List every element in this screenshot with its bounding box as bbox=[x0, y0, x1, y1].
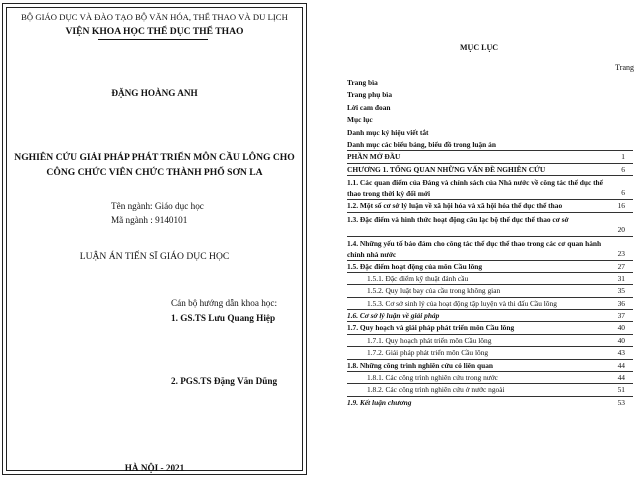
toc-row-label: 1.5. Đặc điểm hoạt động của môn Cầu lông bbox=[347, 261, 483, 271]
toc-row-label: PHẦN MỞ ĐẦU bbox=[347, 152, 401, 162]
toc-row-label: 1.5.3. Cơ sở sinh lý của hoạt động tập luyện và thi đấu Cầu lông bbox=[367, 298, 557, 308]
cover-border-frame bbox=[6, 7, 303, 471]
advisor-1: 1. GS.TS Lưu Quang Hiệp bbox=[171, 313, 276, 323]
toc-row-label: Trang phụ bìa bbox=[347, 90, 393, 100]
institute-underline bbox=[98, 39, 208, 40]
toc-list bbox=[347, 77, 633, 409]
toc-row-page: 27 bbox=[617, 261, 625, 271]
toc-row bbox=[347, 127, 633, 139]
toc-row-page: 35 bbox=[617, 286, 625, 296]
toc-row-page: 51 bbox=[617, 385, 625, 395]
toc-row bbox=[347, 285, 633, 297]
toc-row bbox=[347, 273, 633, 285]
toc-row-label: 1.7.2. Giải pháp phát triển môn Cầu lông bbox=[367, 348, 489, 358]
page-column-header: Trang bbox=[615, 63, 634, 72]
toc-row-page: 20 bbox=[617, 224, 625, 234]
toc-title: MỤC LỤC bbox=[460, 43, 498, 52]
advisor-label: Cán bộ hướng dẫn khoa học: bbox=[171, 298, 278, 308]
toc-row bbox=[347, 298, 633, 310]
toc-row-label: Mục lục bbox=[347, 115, 373, 125]
toc-row-label: 1.4. Những yếu tố bảo đảm cho công tác thể dục thể thao trong các cơ quan hành chính nhà nước bbox=[347, 238, 602, 259]
toc-row bbox=[347, 322, 633, 334]
toc-row-label: Trang bìa bbox=[347, 78, 378, 87]
thesis-cover-page bbox=[2, 3, 307, 475]
toc-row bbox=[347, 176, 633, 200]
toc-row bbox=[347, 237, 633, 261]
toc-row-page: 37 bbox=[617, 311, 625, 321]
toc-row bbox=[347, 77, 633, 89]
toc-row-label: Danh mục ký hiệu viết tắt bbox=[347, 127, 429, 137]
place-year: HÀ NỘI - 2021 bbox=[124, 463, 185, 473]
thesis-title-line-1: NGHIÊN CỨU GIẢI PHÁP PHÁT TRIỂN MÔN CẦU LÔNG CHO bbox=[14, 152, 295, 163]
toc-row bbox=[347, 360, 633, 372]
toc-row-page: 40 bbox=[617, 323, 625, 333]
degree-title: LUẬN ÁN TIẾN SĨ GIÁO DỤC HỌC bbox=[79, 251, 230, 262]
toc-row bbox=[347, 200, 633, 212]
toc-row bbox=[347, 310, 633, 322]
toc-row-label: 1.7.1. Quy hoạch phát triển môn Cầu lông bbox=[367, 335, 492, 345]
toc-row-label: 1.8.2. Các công trình nghiên cứu ở nước ngoài bbox=[367, 385, 505, 395]
toc-row bbox=[347, 139, 633, 151]
toc-row-label: 1.7. Quy hoạch và giải pháp phát triển môn Cầu lông bbox=[347, 323, 515, 333]
toc-row-page: 44 bbox=[617, 360, 625, 370]
toc-row-page: 40 bbox=[617, 335, 625, 345]
toc-row-label: 1.5.1. Đặc điểm kỹ thuật đánh cầu bbox=[367, 273, 469, 283]
toc-row-page: 6 bbox=[621, 188, 625, 198]
table-of-contents-page bbox=[320, 5, 638, 475]
toc-row-label: 1.2. Một số cơ sở lý luận về xã hội hóa và xã hội hóa thể dục thể thao bbox=[347, 201, 563, 211]
toc-row-label: 1.3. Đặc điểm và hình thức hoạt động câu lạc bộ thể dục thể thao cơ sở bbox=[347, 214, 569, 224]
toc-row bbox=[347, 102, 633, 114]
institute-name: VIỆN KHOA HỌC THỂ DỤC THỂ THAO bbox=[65, 26, 244, 37]
toc-row-label: 1.1. Các quan điểm của Đảng và chính sách của Nhà nước về công tác thể dục thể thao trong thời kỳ đổi mới bbox=[347, 178, 603, 199]
toc-row-page: 23 bbox=[617, 248, 625, 258]
author-name: ĐẶNG HOÀNG ANH bbox=[111, 88, 198, 98]
toc-row bbox=[347, 164, 633, 176]
toc-row bbox=[347, 397, 633, 409]
toc-row-label: Lời cam đoan bbox=[347, 102, 391, 112]
toc-row-page: 16 bbox=[617, 201, 625, 211]
toc-row-label: CHƯƠNG 1. TỔNG QUAN NHỮNG VẤN ĐỀ NGHIÊN CỨU bbox=[347, 164, 546, 174]
toc-row-label: 1.9. Kết luận chương bbox=[347, 397, 412, 407]
toc-row-label: 1.8. Những công trình nghiên cứu có liên quan bbox=[347, 360, 494, 370]
toc-row-page: 31 bbox=[617, 273, 625, 283]
thesis-title-line-2: CÔNG CHỨC VIÊN CHỨC THÀNH PHỐ SƠN LA bbox=[46, 167, 263, 178]
toc-row-page: 6 bbox=[621, 164, 625, 174]
toc-row-page: 36 bbox=[617, 298, 625, 308]
toc-row bbox=[347, 89, 633, 101]
toc-row bbox=[347, 384, 633, 396]
toc-row-label: 1.6. Cơ sở lý luận về giải pháp bbox=[347, 311, 440, 321]
toc-row bbox=[347, 372, 633, 384]
toc-row-label: 1.8.1. Các công trình nghiên cứu trong nước bbox=[367, 373, 498, 383]
toc-row-page: 53 bbox=[617, 397, 625, 407]
toc-row-label: 1.5.2. Quy luật bay của cầu trong không gian bbox=[367, 286, 501, 296]
toc-row bbox=[347, 335, 633, 347]
advisor-2: 2. PGS.TS Đặng Văn Dũng bbox=[171, 376, 278, 386]
toc-row-label: Danh mục các biểu bảng, biểu đồ trong luận án bbox=[347, 139, 496, 149]
major-code: Mã ngành : 9140101 bbox=[111, 215, 188, 225]
toc-row-page: 1 bbox=[621, 152, 625, 162]
toc-row bbox=[347, 114, 633, 126]
toc-row bbox=[347, 151, 633, 163]
ministry-header: BỘ GIÁO DỤC VÀ ĐÀO TẠO BỘ VĂN HÓA, THỂ THAO VÀ DU LỊCH bbox=[21, 12, 288, 22]
toc-row-page: 44 bbox=[617, 373, 625, 383]
toc-row bbox=[347, 213, 633, 237]
toc-row bbox=[347, 347, 633, 359]
toc-row-page: 43 bbox=[617, 348, 625, 358]
major-name: Tên ngành: Giáo dục học bbox=[111, 201, 204, 211]
toc-row bbox=[347, 261, 633, 273]
